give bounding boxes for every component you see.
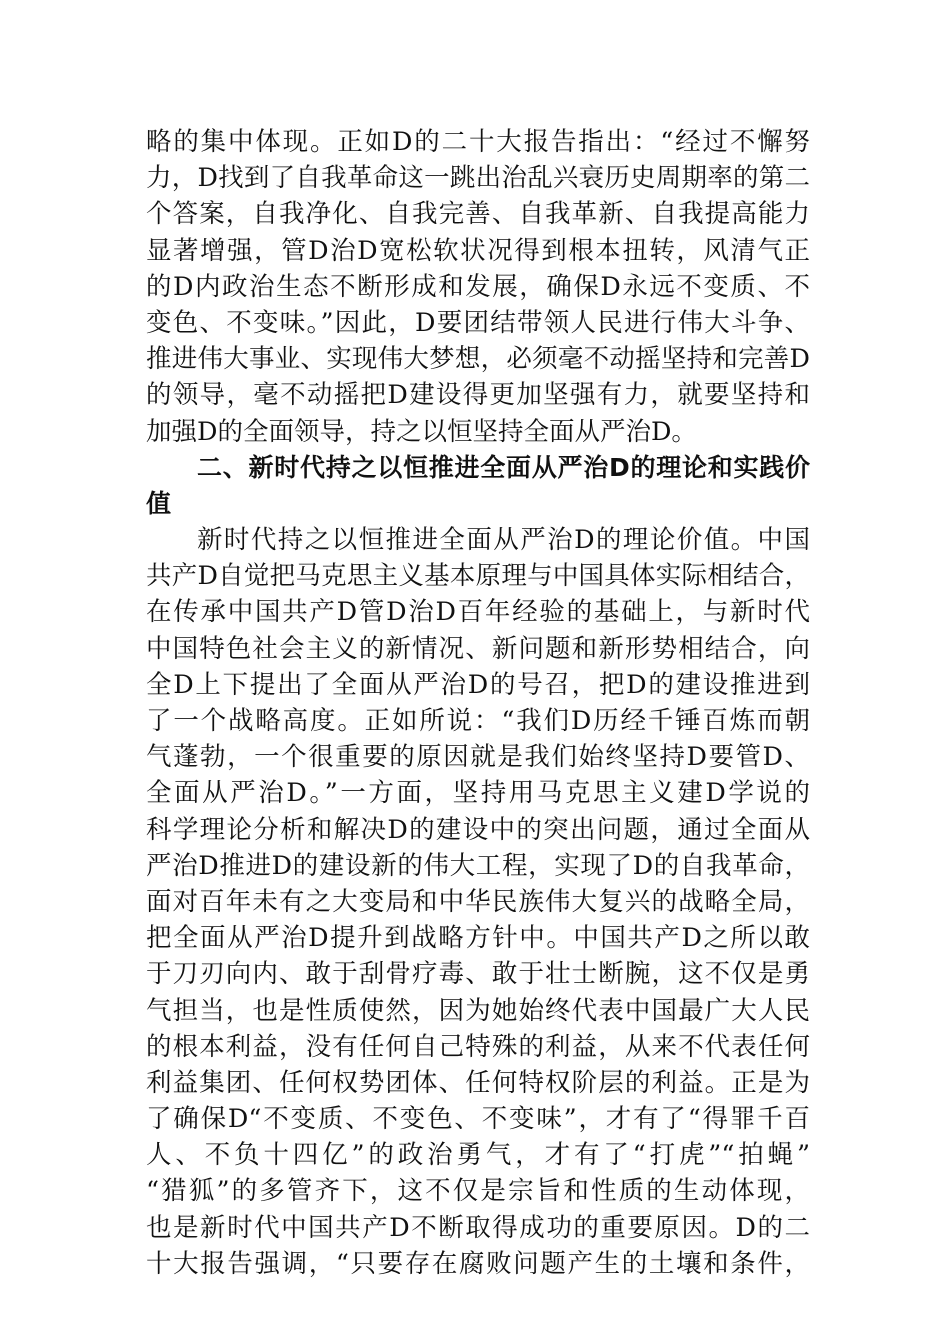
text-line: 中国特色社会主义的新情况、新问题和新形势相结合，向 bbox=[146, 633, 810, 664]
text-line: 科学理论分析和解决D的建设中的突出问题，通过全面从 bbox=[146, 814, 810, 845]
text-line: 了确保D“不变质、不变色、不变味”，才有了“得罪千百 bbox=[146, 1104, 810, 1135]
text-line: 推进伟大事业、实现伟大梦想，必须毫不动摇坚持和完善D bbox=[146, 344, 810, 375]
text-line: 略的集中体现。正如D的二十大报告指出：“经过不懈努 bbox=[146, 127, 810, 157]
text-line: 加强D的全面领导，持之以恒坚持全面从严治D。 bbox=[146, 416, 697, 447]
text-line: 严治D推进D的建设新的伟大工程，实现了D的自我革命， bbox=[146, 850, 810, 881]
text-line: 的领导，毫不动摇把D建设得更加坚强有力，就要坚持和 bbox=[146, 380, 810, 411]
text-line: 人、不负十四亿”的政治勇气，才有了“打虎”“拍蝇” bbox=[146, 1140, 810, 1171]
text-line: 共产D自觉把马克思主义基本原理与中国具体实际相结合， bbox=[146, 561, 810, 592]
section-heading-continued: 值 bbox=[146, 488, 172, 518]
document-body bbox=[146, 124, 810, 1282]
text-line: 显著增强，管D治D宽松软状况得到根本扭转，风清气正 bbox=[146, 235, 810, 266]
text-line: 面对百年未有之大变局和中华民族伟大复兴的战略全局， bbox=[146, 886, 810, 917]
text-line: 力，D找到了自我革命这一跳出治乱兴衰历史周期率的第二 bbox=[146, 163, 810, 194]
text-line: 气担当，也是性质使然，因为她始终代表中国最广大人民 bbox=[146, 995, 810, 1026]
text-line: 变色、不变味。”因此，D要团结带领人民进行伟大斗争、 bbox=[146, 307, 810, 338]
text-line: 于刀刃向内、敢于刮骨疗毒、敢于壮士断腕，这不仅是勇 bbox=[146, 959, 810, 990]
paragraph-first-line: 新时代持之以恒推进全面从严治D的理论价值。中国 bbox=[197, 525, 810, 556]
text-line: 的D内政治生态不断形成和发展，确保D永远不变质、不 bbox=[146, 271, 810, 302]
text-line: 十大报告强调，“只要存在腐败问题产生的土壤和条件， bbox=[146, 1248, 810, 1279]
text-line: 也是新时代中国共产D不断取得成功的重要原因。D的二 bbox=[146, 1212, 810, 1243]
section-heading: 二、新时代持之以恒推进全面从严治D的理论和实践价 bbox=[197, 452, 810, 482]
text-line: 在传承中国共产D管D治D百年经验的基础上，与新时代 bbox=[146, 597, 810, 628]
text-line: 了一个战略高度。正如所说：“我们D历经千锤百炼而朝 bbox=[146, 706, 810, 736]
text-line: “猎狐”的多管齐下，这不仅是宗旨和性质的生动体现， bbox=[146, 1176, 810, 1207]
text-line: 的根本利益，没有任何自己特殊的利益，从来不代表任何 bbox=[146, 1031, 810, 1062]
text-line: 气蓬勃，一个很重要的原因就是我们始终坚持D要管D、 bbox=[146, 742, 810, 773]
text-line: 全面从严治D。”一方面，坚持用马克思主义建D学说的 bbox=[146, 778, 810, 809]
text-line: 个答案，自我净化、自我完善、自我革新、自我提高能力 bbox=[146, 199, 810, 230]
text-line: 利益集团、任何权势团体、任何特权阶层的利益。正是为 bbox=[146, 1067, 810, 1098]
text-line: 把全面从严治D提升到战略方针中。中国共产D之所以敢 bbox=[146, 923, 810, 954]
text-line: 全D上下提出了全面从严治D的号召，把D的建设推进到 bbox=[146, 669, 810, 700]
